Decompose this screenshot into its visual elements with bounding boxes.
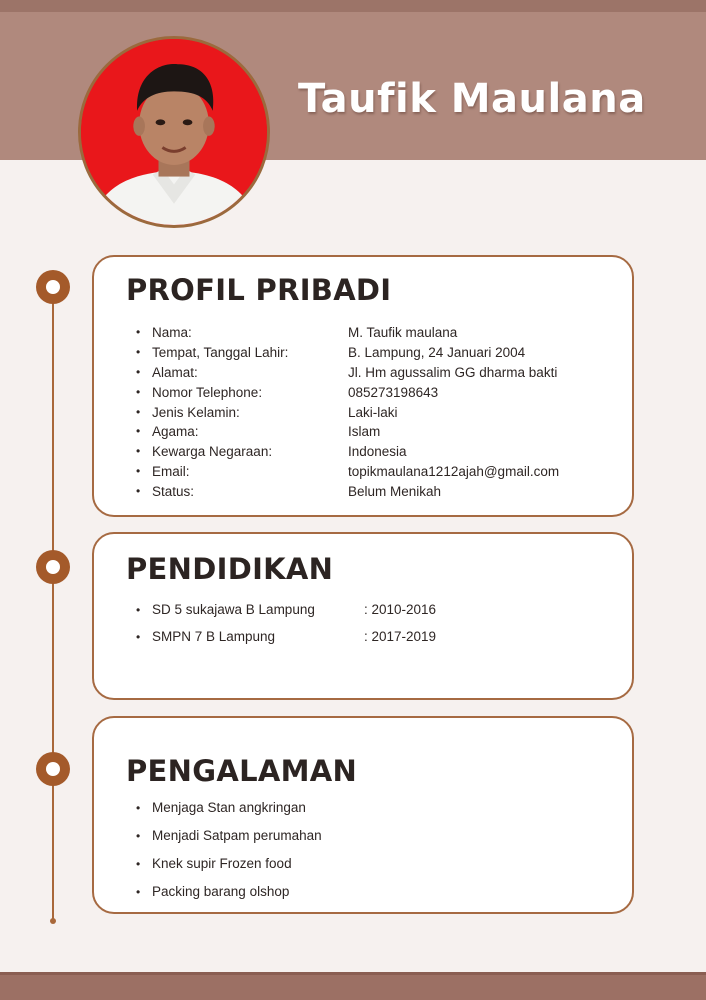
bullet-icon: • bbox=[136, 364, 141, 379]
experience-card bbox=[92, 716, 634, 914]
bullet-icon: • bbox=[136, 885, 141, 899]
row-value: B. Lampung, 24 Januari 2004 bbox=[348, 344, 526, 360]
bottom-divider bbox=[0, 972, 706, 975]
row-value: Indonesia bbox=[348, 444, 407, 460]
timeline-end-dot bbox=[50, 918, 56, 924]
experience-text: Menjadi Satpam perumahan bbox=[152, 828, 322, 843]
bullet-icon: • bbox=[136, 424, 141, 439]
school-name: SD 5 sukajawa B Lampung bbox=[152, 602, 315, 617]
profile-photo bbox=[78, 36, 270, 228]
bullet-icon: • bbox=[136, 404, 141, 419]
profile-card bbox=[92, 255, 634, 517]
experience-text: Packing barang olshop bbox=[152, 884, 290, 899]
profile-title: PROFIL PRIBADI bbox=[126, 273, 392, 307]
top-stripe bbox=[0, 0, 706, 12]
education-title: PENDIDIKAN bbox=[126, 552, 334, 586]
row-value: Laki-laki bbox=[348, 404, 398, 420]
row-value: topikmaulana1212ajah@gmail.com bbox=[348, 464, 560, 480]
row-label: Nomor Telephone: bbox=[152, 384, 263, 400]
bullet-icon: • bbox=[136, 464, 141, 479]
row-label: Jenis Kelamin: bbox=[152, 404, 240, 420]
row-label: Nama: bbox=[152, 325, 192, 340]
school-name: SMPN 7 B Lampung bbox=[152, 629, 276, 644]
school-years: : 2010-2016 bbox=[364, 602, 437, 617]
row-label: Agama: bbox=[152, 424, 199, 440]
experience-text: Knek supir Frozen food bbox=[152, 856, 292, 871]
portrait-illustration bbox=[81, 39, 267, 225]
experience-title: PENGALAMAN bbox=[126, 754, 358, 788]
bullet-icon: • bbox=[136, 384, 141, 399]
bullet-icon: • bbox=[136, 829, 141, 843]
school-years: : 2017-2019 bbox=[364, 629, 437, 644]
row-value: Belum Menikah bbox=[348, 484, 442, 500]
row-value: M. Taufik maulana bbox=[348, 325, 458, 340]
experience-text: Menjaga Stan angkringan bbox=[152, 800, 306, 815]
timeline-line bbox=[52, 286, 54, 922]
timeline-circle-icon bbox=[36, 752, 70, 786]
bullet-icon: • bbox=[136, 325, 141, 339]
person-name: Taufik Maulana bbox=[298, 76, 646, 122]
row-value: Islam bbox=[348, 424, 381, 440]
row-value: Jl. Hm agussalim GG dharma bakti bbox=[348, 364, 558, 380]
row-label: Alamat: bbox=[152, 364, 198, 380]
bullet-icon: • bbox=[136, 484, 141, 499]
timeline-circle-icon bbox=[36, 550, 70, 584]
bottom-band bbox=[0, 972, 706, 1000]
row-value: 085273198643 bbox=[348, 384, 439, 400]
bullet-icon: • bbox=[136, 857, 141, 871]
row-label: Kewarga Negaraan: bbox=[152, 444, 273, 460]
education-card bbox=[92, 532, 634, 700]
bullet-icon: • bbox=[136, 603, 141, 617]
bullet-icon: • bbox=[136, 801, 141, 815]
row-label: Status: bbox=[152, 484, 195, 500]
bullet-icon: • bbox=[136, 444, 141, 459]
bullet-icon: • bbox=[136, 630, 141, 644]
row-label: Tempat, Tanggal Lahir: bbox=[152, 344, 289, 360]
bullet-icon: • bbox=[136, 344, 141, 359]
row-label: Email: bbox=[152, 464, 190, 480]
timeline-circle-icon bbox=[36, 270, 70, 304]
